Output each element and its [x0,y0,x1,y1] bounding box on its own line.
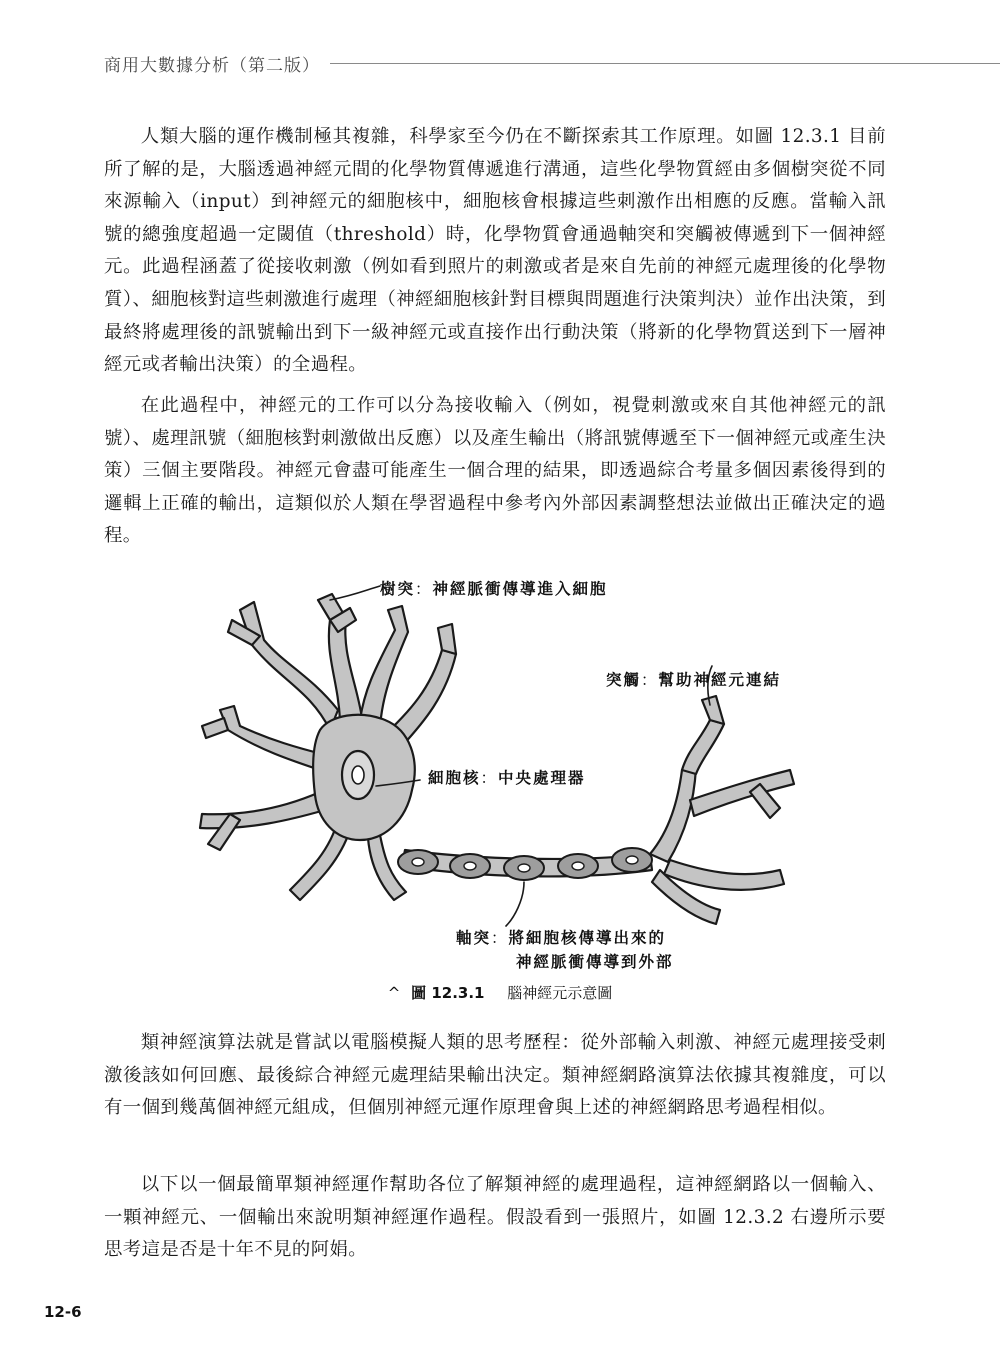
dendrite-lower-left [200,792,325,828]
paragraph-simple-example: 以下以一個最簡單類神經運作幫助各位了解類神經的處理過程，這神經網路以一個輸入、一顆神經元、一個輸出來說明類神經運作過程。假設看到一張照片，如圖 12.3.2 右邊所示要思考這是否是十年不見的阿娟。 [104,1174,886,1261]
paragraph-brain-mechanism: 人類大腦的運作機制極其複雜，科學家至今仍在不斷探索其工作原理。如圖 12.3.1 目前所了解的是，大腦透過神經元間的化學物質傳遞進行溝通，這些化學物質經由多個樹突從不同來源輸入（input）到神經元的細胞核中，細胞核會根據這些刺激作出相應的反應。當輸入訊號的總強度超過一定閾值（threshold）時，化學物質會通過軸突和突觸被傳遞到下一個神經元。此過程涵蓋了從接收刺激（例如看到照片的刺激或者是來自先前的神經元處理後的化學物質）、細胞核對這些刺激進行處理（神經細胞核針對目標與問題進行決策判決）並作出決策，到最終將處理後的訊號輸出到下一級神經元或直接作出行動決策（將新的化學物質送到下一層神經元或者輸出決策）的全過程。 [104,126,886,376]
caption-marker: ^ [387,984,401,1002]
dendrite-top-right [360,606,408,728]
paragraph-ann-algorithm: 類神經演算法就是嘗試以電腦模擬人類的思考歷程：從外部輸入刺激、神經元處理接受刺激後該如何回應、最後綜合神經元處理結果輸出決定。類神經網路演算法依據其複雜度，可以有一個到幾萬個神經元組成，但個別神經元運作原理會與上述的神經網路思考過程相似。 [104,1032,886,1119]
terminal-branch-upper-sub [702,696,724,724]
dendrite-top-left [240,602,338,730]
axon-terminal [650,768,696,862]
leader-line-axon [506,882,524,926]
label-axon-line2: 神經脈衝傳導到外部 [516,952,674,971]
caption-number: 圖 12.3.1 [411,984,485,1002]
label-nucleus: 細胞核：中央處理器 [428,768,586,787]
book-title: 商用大數據分析（第二版） [104,55,320,76]
neuron-figure [180,570,820,970]
leader-line-dendrite [330,586,380,600]
terminal-branch-upper [682,720,724,774]
nucleolus [352,766,364,784]
dendrite-left-sub [202,718,228,738]
terminal-branch-lower [664,860,784,890]
dendrite-right-upper-sub [438,624,456,654]
label-synapse: 突觸：幫助神經元連結 [606,670,782,689]
dendrite-left [220,706,326,770]
caption-text: 腦神經元示意圖 [507,984,613,1002]
page-number: 12-6 [44,1303,82,1321]
label-axon: 軸突：將細胞核傳導出來的 [456,928,667,947]
running-header [104,50,1000,76]
header-rule [330,63,1000,64]
label-dendrite: 樹突：神經脈衝傳導進入細胞 [380,579,608,598]
figure-caption [0,982,1000,1003]
paragraph-neuron-stages: 在此過程中，神經元的工作可以分為接收輸入（例如，視覺刺激或來自其他神經元的訊號）、處理訊號（細胞核對刺激做出反應）以及產生輸出（將訊號傳遞至下一個神經元或產生決策）三個主要階段。神經元會盡可能產生一個合理的結果，即透過綜合考量多個因素後得到的邏輯上正確的輸出，這類似於人類在學習過程中參考內外部因素調整想法並做出正確決定的過程。 [104,395,886,547]
